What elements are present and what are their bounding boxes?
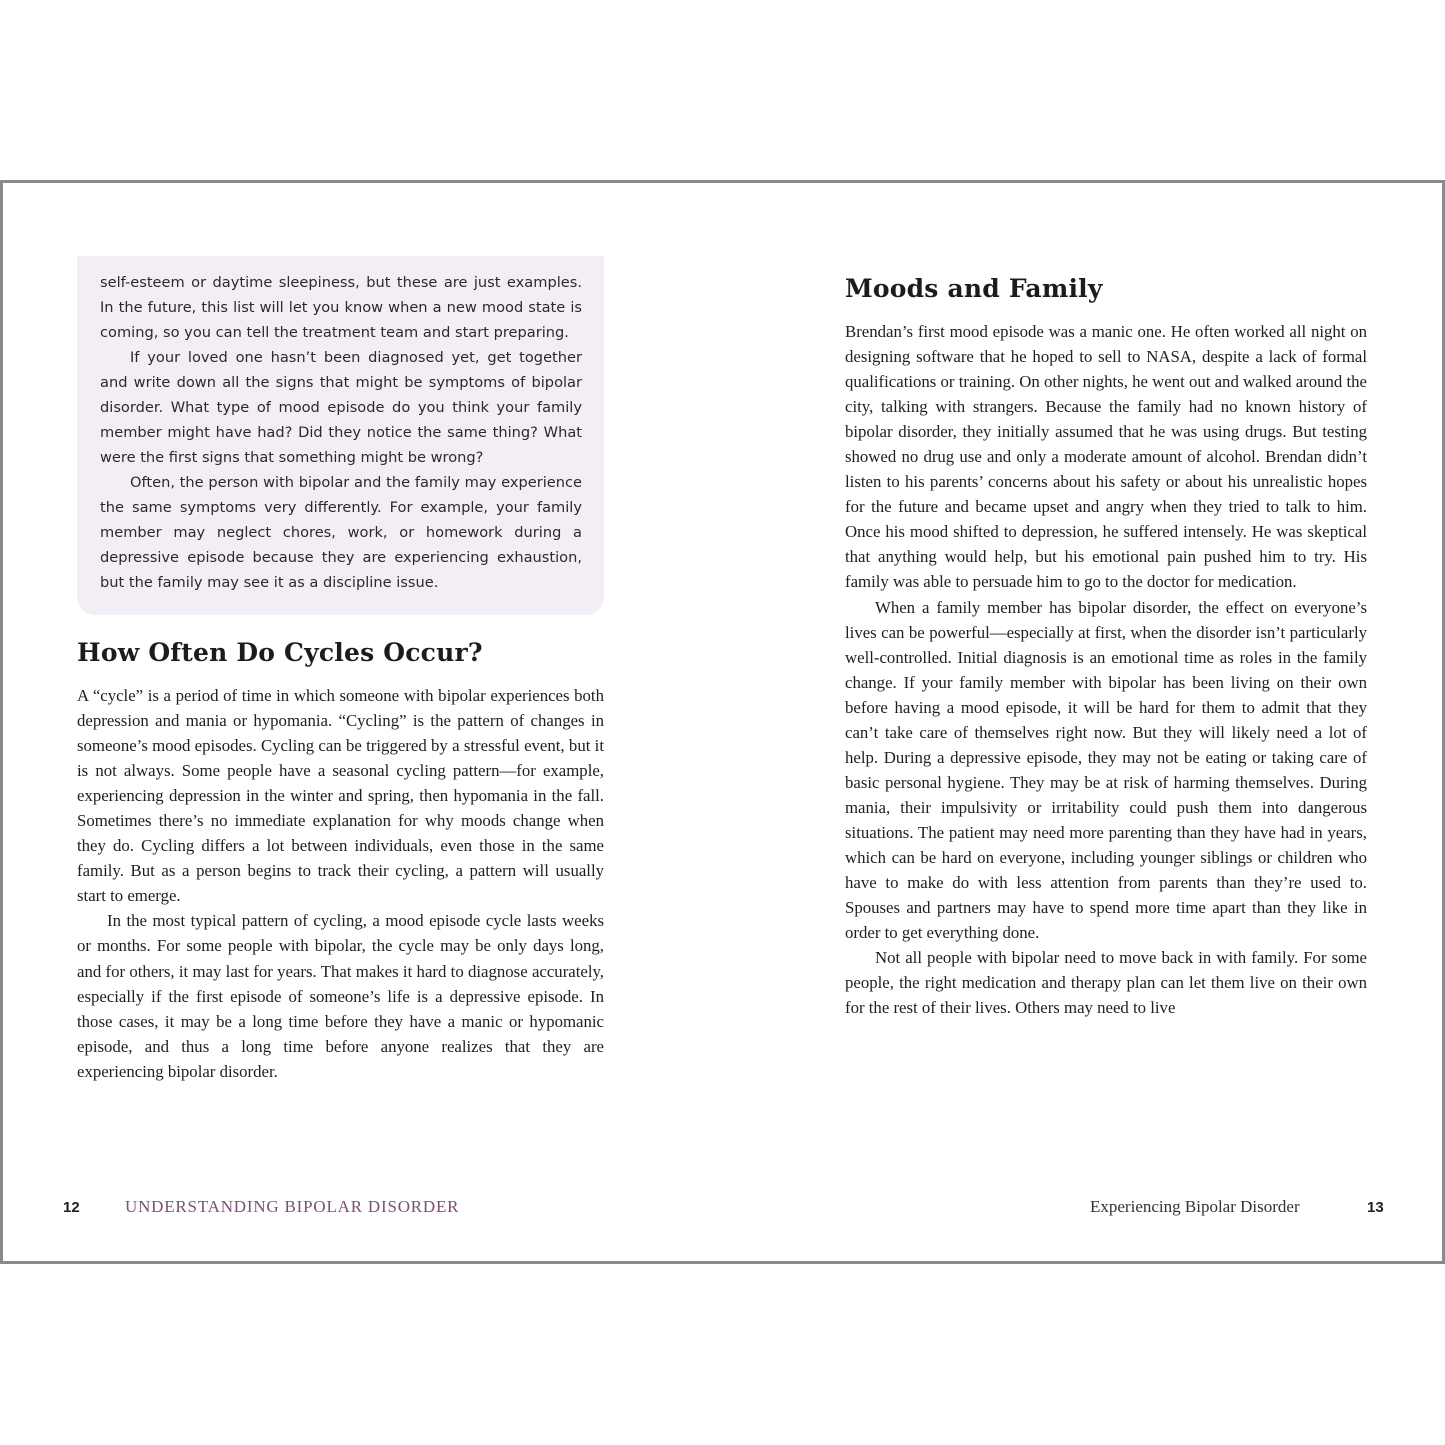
right-paragraph-2: When a family member has bipolar disorder, the effect on everyone’s lives can be powerful—especially at first, when the disorder isn’t particularly well-controlled. Initial diagnosis is an emotional time as roles in the family change. If your family member with bipolar has been living on their own before having a mood episode, it will be hard for them to admit that they can’t take care of themselves right now. But they will likely need a lot of help. During a depressive episode, they may not be eating or taking care of basic personal hygiene. They may be at risk of harming themselves. During mania, their impulsivity or irritability could push them into dangerous situations. The patient may need more parenting than they have had in years, which can be hard on everyone, including younger siblings or children who have to make do with less attention from parents than they’re used to. Spouses and partners may have to spend more time apart than they like in order to get everything done. [845,597,1367,943]
exercise-sidebar-box [77,256,604,615]
left-running-head: UNDERSTANDING BIPOLAR DISORDER [125,1197,460,1216]
right-running-head: Experiencing Bipolar Disorder [1090,1197,1300,1216]
left-paragraph-2: In the most typical pattern of cycling, a mood episode cycle lasts weeks or months. For some people with bipolar, the cycle may be only days long, and for others, it may last for years. That makes it hard to diagnose accurately, especially if the first episode of someone’s life is a depressive episode. In those cases, it may be a long time before they have a manic or hypomanic episode, and thus a long time before anyone realizes that they are experiencing bipolar disorder. [77,911,604,1081]
right-paragraph-1: Brendan’s first mood episode was a manic one. He often worked all night on designing software that he hoped to sell to NASA, despite a lack of formal qualifications or training. On other nights, he went out and walked around the city, talking with strangers. Because the family had no known history of bipolar disorder, they initially assumed that he was using drugs. But testing showed no drug use and only a moderate amount of alcohol. Brendan didn’t listen to his parents’ concerns about his safety or about his unrealistic hopes for the future and became upset and angry when they tried to talk to him. Once his mood shifted to depression, he suffered intensely. He was skeptical that anything would help, but his emotional pain pushed him to try. His family was able to persuade him to go to the doctor for medication. [845,322,1367,592]
book-spread [0,180,1445,1264]
sidebar-paragraph-2: If your loved one hasn’t been diagnosed yet, get together and write down all the signs that might be symptoms of bipolar disorder. What type of mood episode do you think your family member might have had? Did they notice the same thing? What were the first signs that something might be wrong? [100,349,582,466]
sidebar-paragraph-1: self-esteem or daytime sleepiness, but these are just examples. In the future, this list will let you know when a new mood state is coming, so you can tell the treatment team and start preparing. [100,274,582,341]
left-body-text [77,683,604,1084]
sidebar-paragraph-3: Often, the person with bipolar and the family may experience the same symptoms very differently. For example, your family member may neglect chores, work, or homework during a depressive episode because they are experiencing exhaustion, but the family may see it as a discipline issue. [100,474,582,591]
right-body-text [845,319,1367,1020]
left-page-number: 12 [63,1199,80,1216]
right-page-number: 13 [1367,1199,1384,1216]
right-section-heading: Moods and Family [845,274,1103,303]
right-paragraph-3: Not all people with bipolar need to move back in with family. For some people, the right medication and therapy plan can let them live on their own for the rest of their lives. Others may need to live [845,948,1367,1018]
left-section-heading: How Often Do Cycles Occur? [77,638,483,667]
left-paragraph-1: A “cycle” is a period of time in which someone with bipolar experiences both depression and mania or hypomania. “Cycling” is the pattern of changes in someone’s mood episodes. Cycling can be triggered by a stressful event, but it is not always. Some people have a seasonal cycling pattern—for example, experiencing depression in the winter and spring, then hypomania in the fall. Sometimes there’s no immediate explanation for why moods change when they do. Cycling differs a lot between individuals, even those in the same family. But as a person begins to track their cycling, a pattern will usually start to emerge. [77,686,604,906]
